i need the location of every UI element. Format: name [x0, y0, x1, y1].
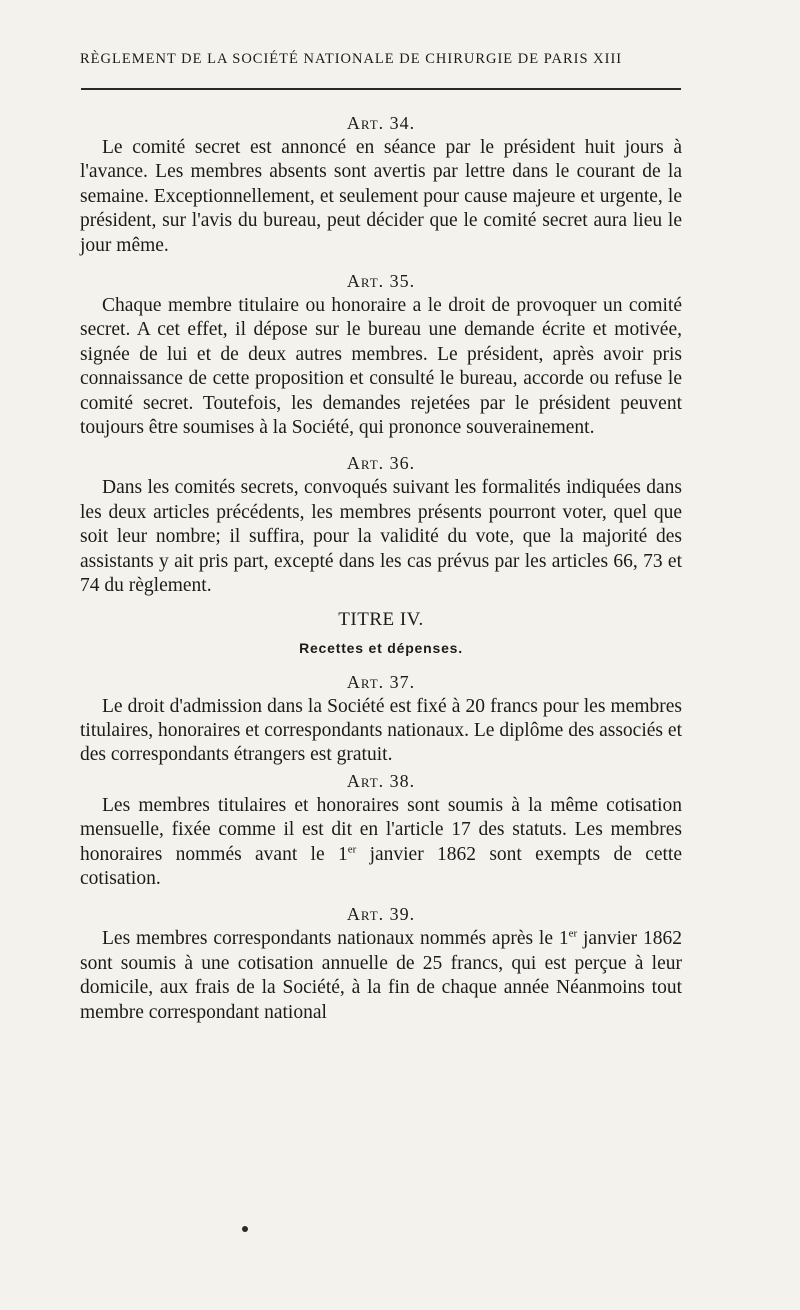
article-38-text: Les membres titulaires et honoraires sont soumis à la même cotisation mensuelle, fixée comme il est dit en l'article 17 des statuts. Les membres honoraires nommés avant le 1er janvier 1862 sont exempts de cette cotisation.	[80, 794, 682, 889]
article-34-text: Le comité secret est annoncé en séance par le président huit jours à l'avance. Les membres absents sont avertis par lettre dans le courant de la semaine. Exceptionnellement, et seulement pour cause majeure et urgente, le président, sur l'avis du bureau, peut décider que le comité secret aura lieu le jour même.	[80, 137, 682, 256]
ink-speck	[242, 1226, 248, 1232]
article-37-text: Le droit d'admission dans la Société est fixé à 20 francs pour les membres titulaires, honoraires et correspondants nationaux. Le diplôme des associés et des correspondants étrangers est gratuit.	[80, 695, 682, 766]
page-body	[80, 110, 682, 1025]
article-39-text: Les membres correspondants nationaux nommés après le 1er janvier 1862 sont soumis à une cotisation annuelle de 25 francs, qui est perçue à leur domicile, aux frais de la Société, à la fin de chaque année Néanmoins tout membre correspondant national	[80, 927, 683, 1023]
section-title: TITRE IV.	[338, 608, 424, 630]
article-39-heading: Art. 39.	[346, 904, 416, 925]
article-36-heading: Art. 36.	[346, 453, 416, 474]
section-subtitle: Recettes et dépenses.	[299, 639, 463, 656]
header-rule	[81, 88, 681, 90]
running-header: RÈGLEMENT DE LA SOCIÉTÉ NATIONALE DE CHIRURGIE DE PARIS XIII	[80, 51, 623, 67]
article-36-text: Dans les comités secrets, convoqués suivant les formalités indiquées dans les deux articles précédents, les membres présents pourront voter, quel que soit leur nombre; il suffira, pour la validité du vote, que la majorité des assistants y ait pris part, excepté dans les cas prévus par les articles 66, 73 et 74 du règlement.	[80, 477, 682, 597]
article-35-heading: Art. 35.	[346, 271, 416, 292]
article-34-heading: Art. 34.	[346, 113, 416, 133]
article-37-heading: Art. 37.	[346, 671, 416, 692]
article-35-text: Chaque membre titulaire ou honoraire a le droit de provoquer un comité secret. A cet effet, il dépose sur le bureau une demande écrite et motivée, signée de lui et de deux autres membres. Le président, après avoir pris connaissance de cette proposition et consulté le bureau, accorde ou refuse le comité secret. Toutefois, les demandes rejetées par le président peuvent toujours être soumises à la Société, qui prononce souverainement.	[80, 295, 682, 439]
article-38-heading: Art. 38.	[346, 770, 416, 791]
